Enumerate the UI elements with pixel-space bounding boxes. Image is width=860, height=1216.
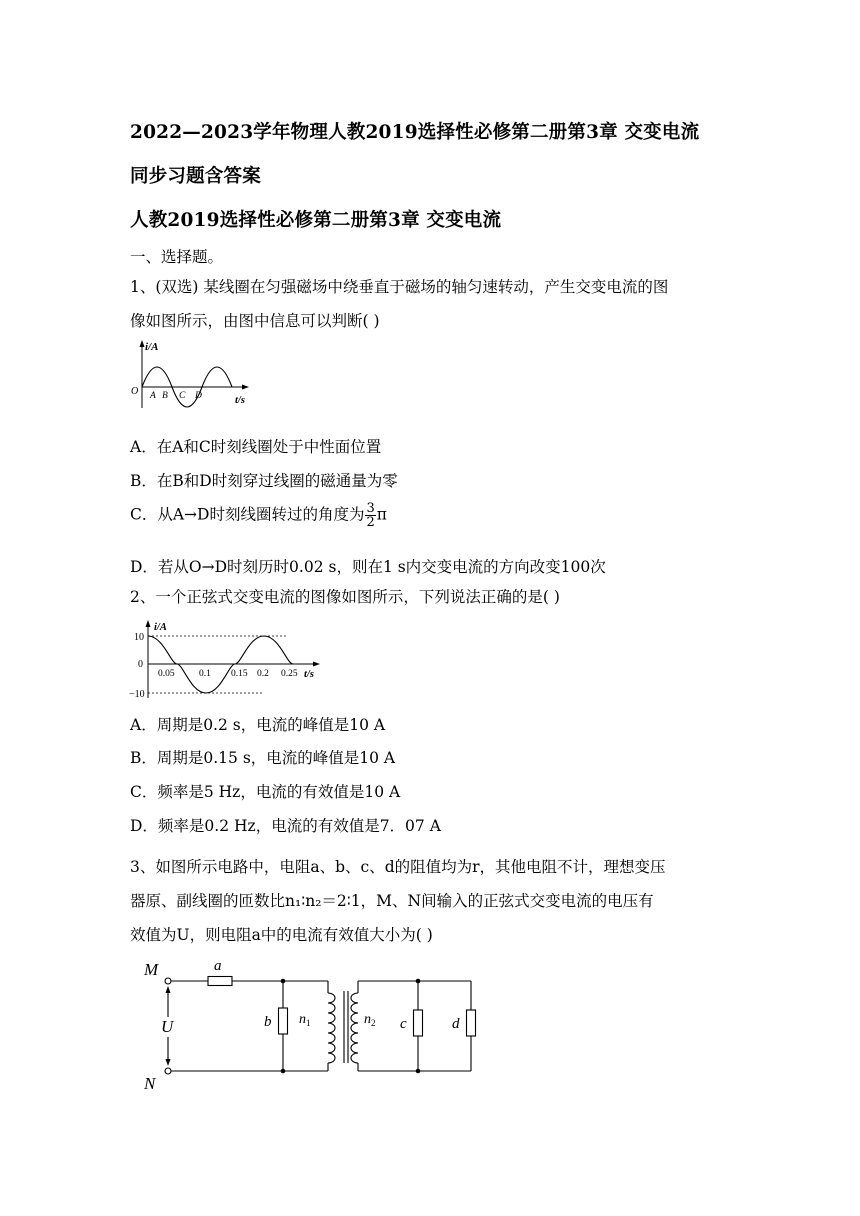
- q2-tick-0.05: 0.05: [158, 669, 175, 679]
- q2-x-label: t/s: [304, 669, 314, 680]
- q1-point-d: D: [195, 391, 202, 401]
- label-a: a: [214, 958, 222, 974]
- q1-option-b: B．在B和D时刻穿过线圈的磁通量为零: [130, 472, 398, 490]
- label-n1: $n_1$: [299, 1012, 311, 1028]
- q1-option-c: [130, 502, 387, 529]
- q1-stem-line2: 像如图所示，由图中信息可以判断( ): [130, 312, 380, 330]
- q2-y-label: i/A: [154, 622, 167, 633]
- doc-title-line2: 同步习题含答案: [130, 166, 261, 187]
- doc-title-line1: 2022—2023学年物理人教2019选择性必修第二册第3章 交变电流: [130, 122, 700, 143]
- q2-option-b: B．周期是0.15 s，电流的峰值是10 A: [130, 749, 396, 767]
- q2-option-d: D．频率是0.2 Hz，电流的有效值是7．07 A: [130, 817, 441, 835]
- label-c: c: [400, 1016, 407, 1032]
- q2-tick-minus10: −10: [129, 689, 145, 700]
- q1-option-c-text: C．从A→D时刻线圈转过的角度为: [130, 505, 365, 524]
- q1-option-d: D．若从O→D时刻历时0.02 s，则在1 s内交变电流的方向改变100次: [130, 558, 606, 576]
- q1-x-label: t/s: [235, 395, 245, 406]
- terminal-m: [165, 978, 171, 984]
- label-n2: $n_2$: [364, 1012, 376, 1028]
- q3-stem-line1: 3、如图所示电路中，电阻a、b、c、d的阻值均为r，其他电阻不计，理想变压: [130, 858, 666, 876]
- q1-point-c: C: [179, 391, 186, 401]
- q1-option-c-denominator: 2: [366, 515, 375, 530]
- q2-tick-0.2: 0.2: [257, 669, 269, 679]
- secondary-coil: [351, 993, 358, 1063]
- q1-stem-line1: 1、(双选) 某线圈在匀强磁场中绕垂直于磁场的轴匀速转动，产生交变电流的图: [130, 278, 669, 296]
- q3-stem-line3: 效值为U，则电阻a中的电流有效值大小为( ): [130, 926, 433, 944]
- q2-tick-10: 10: [134, 632, 144, 643]
- q1-current-graph: [128, 338, 258, 410]
- q1-point-a: A: [150, 391, 156, 401]
- section-heading: 一、选择题。: [130, 248, 224, 266]
- terminal-n: [165, 1068, 171, 1074]
- section-subtitle: 人教2019选择性必修第二册第3章 交变电流: [130, 210, 502, 231]
- label-m: M: [144, 960, 159, 979]
- label-d: d: [452, 1016, 460, 1032]
- resistor-d: [467, 1010, 476, 1036]
- q2-current-graph: [128, 618, 328, 700]
- q1-option-c-numerator: 3: [366, 501, 375, 516]
- q2-stem: 2、一个正弦式交变电流的图像如图所示，下列说法正确的是( ): [130, 588, 560, 606]
- q2-tick-0.1: 0.1: [199, 669, 211, 679]
- q1-option-a: A．在A和C时刻线圈处于中性面位置: [130, 438, 382, 456]
- q2-option-c: C．频率是5 Hz，电流的有效值是10 A: [130, 783, 401, 801]
- label-n: N: [144, 1074, 156, 1093]
- q1-option-c-fraction: [365, 502, 375, 529]
- resistor-c: [414, 1010, 423, 1036]
- primary-coil: [328, 993, 335, 1063]
- q1-origin-label: O: [131, 386, 139, 397]
- q2-tick-0.15: 0.15: [231, 669, 248, 679]
- label-b: b: [264, 1014, 272, 1030]
- q1-option-c-pi: π: [376, 505, 387, 524]
- q2-option-a: A．周期是0.2 s，电流的峰值是10 A: [130, 716, 386, 734]
- q2-tick-0.25: 0.25: [281, 669, 298, 679]
- label-u: U: [161, 1017, 174, 1036]
- q3-transformer-circuit: [138, 955, 498, 1095]
- q1-y-label: i/A: [145, 341, 159, 353]
- resistor-b: [279, 1008, 288, 1034]
- q3-stem-line2: 器原、副线圈的匝数比n₁∶n₂＝2∶1，M、N间输入的正弦式交变电流的电压有: [130, 892, 654, 910]
- q1-point-b: B: [162, 391, 168, 401]
- q2-tick-0: 0: [138, 659, 143, 670]
- resistor-a: [208, 977, 232, 986]
